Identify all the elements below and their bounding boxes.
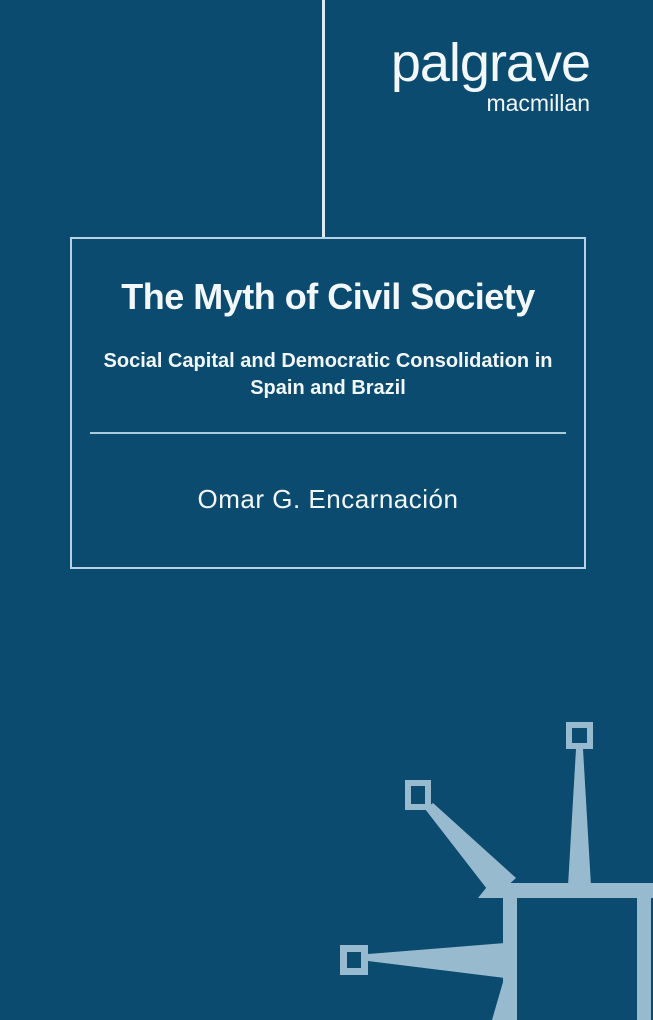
publisher-logo	[390, 33, 590, 116]
publisher-imprint-wordmark: macmillan	[486, 90, 590, 116]
hub-square-right-bar	[637, 898, 651, 1020]
node-square-bottom-icon	[344, 949, 365, 972]
node-square-top-icon	[569, 725, 590, 746]
top-vertical-rule	[322, 0, 325, 238]
book-title: The Myth of Civil Society	[121, 276, 535, 317]
title-panel-divider	[90, 432, 566, 434]
title-panel	[70, 237, 586, 569]
book-subtitle: Social Capital and Democratic Consolidation in Spain and Brazil	[103, 350, 553, 400]
connector-top-spike	[568, 749, 591, 886]
connector-left-ray	[368, 943, 505, 978]
author-name: Omar G. Encarnación	[197, 484, 459, 515]
node-square-left-icon	[408, 783, 428, 807]
hub-square-top-bar	[478, 883, 653, 898]
connector-diagonal-spike	[425, 803, 516, 898]
publisher-brand-wordmark: palgrave	[390, 33, 590, 93]
hub-square-left-bar	[492, 890, 517, 1020]
